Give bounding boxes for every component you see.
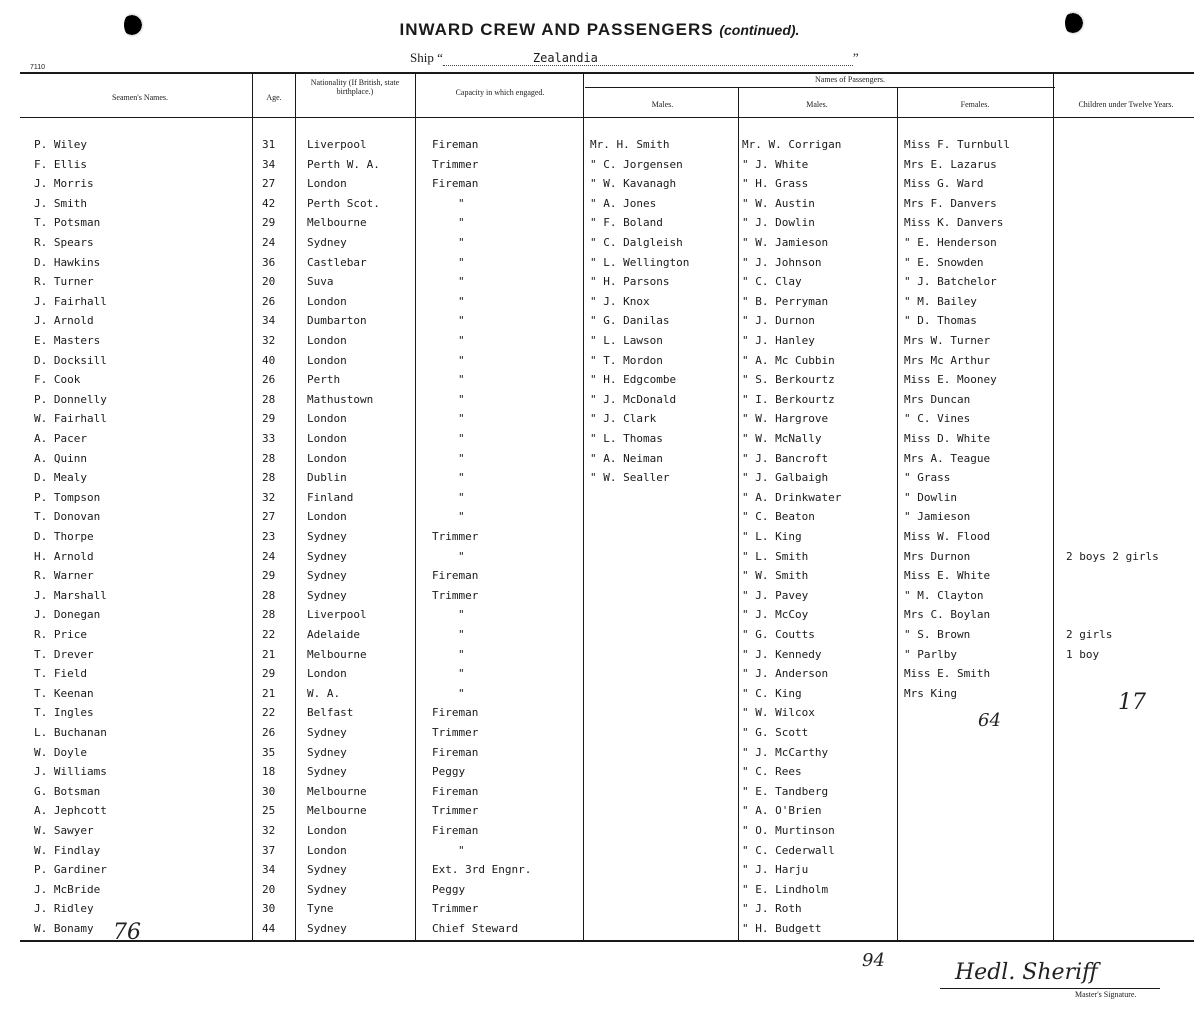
seaman-name: T. Field <box>34 667 87 681</box>
seaman-age: 24 <box>262 549 276 563</box>
table-top-rule <box>20 72 1194 74</box>
seaman-nationality: Castlebar <box>307 255 367 269</box>
passenger-male: " F. Boland <box>590 216 663 230</box>
seaman-age: 35 <box>262 745 276 759</box>
seaman-capacity: " <box>458 412 465 426</box>
signature-text: Hedl. Sheriff <box>955 960 1098 985</box>
col-rule-4 <box>583 72 584 940</box>
header-females: Females. <box>960 100 990 109</box>
passenger-male: " W. Jamieson <box>742 236 829 249</box>
seaman-name: W. Doyle <box>34 745 87 759</box>
header-nationality: Nationality (If British, state birthplace.) <box>310 78 400 96</box>
col-rule-6 <box>897 88 898 940</box>
seaman-nationality: Perth <box>307 373 341 387</box>
passenger-female: Miss K. Danvers <box>904 216 1004 230</box>
seaman-name: W. Findlay <box>34 843 101 857</box>
passenger-male: " J. Johnson <box>742 255 822 269</box>
passenger-male: " A. Mc Cubbin <box>742 353 835 367</box>
col-rule-2 <box>295 72 296 940</box>
seaman-nationality: London <box>307 412 347 426</box>
passenger-male: " W. Hargrove <box>742 412 829 426</box>
title-suffix: (continued). <box>719 22 800 38</box>
seaman-capacity: Fireman <box>432 745 479 759</box>
passenger-male: " W. Kavanagh <box>590 177 677 191</box>
seaman-name: D. Mealy <box>34 471 87 485</box>
passenger-male: " E. Tandberg <box>742 784 829 798</box>
seaman-age: 34 <box>262 863 276 877</box>
seaman-capacity: " <box>458 255 465 269</box>
passenger-male: " C. Clay <box>742 275 802 289</box>
seaman-name: R. Price <box>34 628 87 641</box>
ship-label: Ship “ <box>410 50 443 65</box>
seaman-age: 36 <box>262 255 276 269</box>
seaman-age: 29 <box>262 216 276 230</box>
seaman-nationality: London <box>307 353 347 367</box>
seaman-age: 34 <box>262 157 276 171</box>
seaman-name: T. Keenan <box>34 686 94 700</box>
seaman-name: J. Williams <box>34 765 107 779</box>
seaman-capacity: " <box>458 236 465 249</box>
passenger-female: Mrs A. Teague <box>904 451 991 465</box>
passenger-female: Miss E. Smith <box>904 667 991 681</box>
seaman-nationality: Dumbarton <box>307 314 367 328</box>
passenger-male: " H. Budgett <box>742 922 822 935</box>
passenger-male: " J. Durnon <box>742 314 815 328</box>
seaman-nationality: London <box>307 334 347 347</box>
seaman-capacity: " <box>458 686 465 700</box>
passenger-male: " G. Scott <box>742 726 809 739</box>
seaman-nationality: Suva <box>307 275 334 289</box>
seaman-age: 31 <box>262 138 276 151</box>
seaman-capacity: " <box>458 334 465 347</box>
header-capacity: Capacity in which engaged. <box>455 88 545 97</box>
passenger-male: " E. Lindholm <box>742 882 829 896</box>
seaman-nationality: Tyne <box>307 902 334 916</box>
seaman-name: A. Quinn <box>34 451 87 465</box>
seaman-age: 26 <box>262 373 276 387</box>
signature-label: Master's Signature. <box>1075 990 1137 999</box>
passenger-male: " W. Wilcox <box>742 706 815 720</box>
passenger-male: " C. Beaton <box>742 510 815 524</box>
seaman-capacity: Fireman <box>432 784 479 798</box>
seaman-capacity: Trimmer <box>432 588 479 602</box>
seaman-age: 29 <box>262 667 276 681</box>
header-bottom-rule <box>20 117 1194 118</box>
seaman-age: 22 <box>262 706 276 720</box>
ship-line <box>410 50 859 66</box>
col-rule-3 <box>415 72 416 940</box>
seaman-capacity: " <box>458 216 465 230</box>
passenger-female: " Parlby <box>904 647 957 661</box>
seaman-capacity: " <box>458 451 465 465</box>
seaman-name: P. Donnelly <box>34 392 107 406</box>
seaman-nationality: Sydney <box>307 530 347 543</box>
seaman-nationality: Finland <box>307 490 354 504</box>
passenger-female: Mrs E. Lazarus <box>904 157 997 171</box>
seaman-nationality: Mathustown <box>307 392 374 406</box>
seaman-age: 30 <box>262 784 276 798</box>
seaman-nationality: Melbourne <box>307 784 367 798</box>
seaman-name: P. Gardiner <box>34 863 107 877</box>
seaman-age: 32 <box>262 824 276 837</box>
passenger-female: " J. Batchelor <box>904 275 997 289</box>
handwritten-76: 76 <box>113 920 141 945</box>
seaman-name: F. Ellis <box>34 157 87 171</box>
seaman-nationality: London <box>307 510 347 524</box>
passenger-female: Miss E. White <box>904 569 991 583</box>
passenger-male: " J. White <box>742 157 809 171</box>
seaman-nationality: Perth W. A. <box>307 157 380 171</box>
seaman-age: 20 <box>262 882 276 896</box>
passenger-male: " W. McNally <box>742 432 822 445</box>
seaman-nationality: W. A. <box>307 686 341 700</box>
seaman-nationality: Liverpool <box>307 608 367 622</box>
passenger-male: " C. Rees <box>742 765 802 779</box>
seaman-name: F. Cook <box>34 373 81 387</box>
header-children: Children under Twelve Years. <box>1078 100 1174 109</box>
passenger-male: " J. Galbaigh <box>742 471 829 485</box>
seaman-nationality: Belfast <box>307 706 354 720</box>
seaman-name: W. Sawyer <box>34 824 94 837</box>
passenger-male: " W. Smith <box>742 569 809 583</box>
passenger-male: " O. Murtinson <box>742 824 835 837</box>
passenger-female: " C. Vines <box>904 412 971 426</box>
passenger-male: " C. King <box>742 686 802 700</box>
seaman-name: J. McBride <box>34 882 101 896</box>
seaman-capacity: " <box>458 432 465 445</box>
seaman-age: 34 <box>262 314 276 328</box>
passenger-male: " S. Berkourtz <box>742 373 835 387</box>
passenger-female: Miss F. Turnbull <box>904 138 1010 151</box>
passenger-male: " B. Perryman <box>742 294 829 308</box>
passenger-children: 1 boy <box>1066 647 1100 661</box>
passenger-male: " J. Pavey <box>742 588 809 602</box>
passengers-header-rule <box>585 87 1055 88</box>
seaman-age: 42 <box>262 196 276 210</box>
passenger-male: " H. Edgcombe <box>590 373 677 387</box>
seaman-nationality: London <box>307 667 347 681</box>
seaman-nationality: Sydney <box>307 236 347 249</box>
passenger-male: " J. Clark <box>590 412 657 426</box>
seaman-capacity: Trimmer <box>432 902 479 916</box>
col-rule-7 <box>1053 72 1054 940</box>
passenger-male: " T. Mordon <box>590 353 663 367</box>
seaman-name: W. Bonamy <box>34 922 94 935</box>
seaman-age: 37 <box>262 843 276 857</box>
seaman-name: P. Tompson <box>34 490 101 504</box>
seaman-capacity: Chief Steward <box>432 922 519 935</box>
seaman-name: D. Thorpe <box>34 530 94 543</box>
passenger-male: " J. Kennedy <box>742 647 822 661</box>
seaman-capacity: " <box>458 392 465 406</box>
seaman-name: T. Drever <box>34 647 94 661</box>
passenger-female: Mrs F. Danvers <box>904 196 997 210</box>
seaman-capacity: " <box>458 353 465 367</box>
seaman-capacity: " <box>458 490 465 504</box>
seaman-age: 27 <box>262 510 276 524</box>
seaman-age: 23 <box>262 530 276 543</box>
seaman-capacity: " <box>458 373 465 387</box>
passenger-male: " J. Roth <box>742 902 802 916</box>
col-rule-5 <box>738 88 739 940</box>
seaman-nationality: Melbourne <box>307 804 367 818</box>
passenger-male: " C. Cederwall <box>742 843 835 857</box>
ship-close: ” <box>852 50 859 65</box>
seaman-nationality: Sydney <box>307 588 347 602</box>
seaman-nationality: London <box>307 451 347 465</box>
passenger-male: " L. Thomas <box>590 432 663 445</box>
seaman-name: A. Pacer <box>34 432 87 445</box>
title-text: INWARD CREW AND PASSENGERS <box>399 20 714 39</box>
passenger-female: " D. Thomas <box>904 314 977 328</box>
seaman-capacity: " <box>458 471 465 485</box>
seaman-nationality: London <box>307 177 347 191</box>
seaman-name: E. Masters <box>34 334 101 347</box>
seaman-name: R. Turner <box>34 275 94 289</box>
seaman-capacity: " <box>458 196 465 210</box>
seaman-name: T. Potsman <box>34 216 101 230</box>
header-males-1: Males. <box>651 100 674 109</box>
seaman-name: J. Marshall <box>34 588 107 602</box>
passenger-male: " L. King <box>742 530 802 543</box>
seaman-age: 44 <box>262 922 276 935</box>
passenger-female: " E. Henderson <box>904 236 997 249</box>
seaman-age: 21 <box>262 647 276 661</box>
seaman-name: T. Ingles <box>34 706 94 720</box>
seaman-nationality: Melbourne <box>307 216 367 230</box>
seaman-age: 28 <box>262 588 276 602</box>
passenger-female: " Dowlin <box>904 490 957 504</box>
passenger-male: Mr. W. Corrigan <box>742 138 842 151</box>
seaman-capacity: " <box>458 275 465 289</box>
seaman-name: J. Fairhall <box>34 294 107 308</box>
seaman-nationality: Sydney <box>307 765 347 779</box>
seaman-capacity: Peggy <box>432 882 466 896</box>
seaman-age: 30 <box>262 902 276 916</box>
handwritten-17: 17 <box>1118 690 1146 715</box>
seaman-name: H. Arnold <box>34 549 94 563</box>
seaman-name: J. Morris <box>34 177 94 191</box>
seaman-capacity: Fireman <box>432 138 479 151</box>
seaman-name: R. Spears <box>34 236 94 249</box>
passenger-male: " J. Harju <box>742 863 809 877</box>
passenger-female: " S. Brown <box>904 628 971 641</box>
seaman-age: 29 <box>262 412 276 426</box>
seaman-capacity: Trimmer <box>432 157 479 171</box>
seaman-age: 24 <box>262 236 276 249</box>
passenger-male: " J. McDonald <box>590 392 677 406</box>
col-rule-1 <box>252 72 253 940</box>
seaman-age: 25 <box>262 804 276 818</box>
passenger-male: " G. Coutts <box>742 628 815 641</box>
seaman-nationality: London <box>307 843 347 857</box>
passenger-male: " A. Drinkwater <box>742 490 842 504</box>
handwritten-64: 64 <box>978 710 1001 731</box>
seaman-nationality: Sydney <box>307 922 347 935</box>
passenger-children: 2 boys 2 girls <box>1066 549 1159 563</box>
passenger-female: Miss E. Mooney <box>904 373 997 387</box>
seaman-age: 32 <box>262 490 276 504</box>
seaman-age: 18 <box>262 765 276 779</box>
passenger-male: " C. Dalgleish <box>590 236 683 249</box>
seaman-age: 29 <box>262 569 276 583</box>
passenger-female: " Jamieson <box>904 510 971 524</box>
seaman-name: W. Fairhall <box>34 412 107 426</box>
handwritten-94: 94 <box>862 950 885 971</box>
seaman-capacity: Peggy <box>432 765 466 779</box>
seaman-age: 26 <box>262 294 276 308</box>
seaman-age: 40 <box>262 353 276 367</box>
passenger-male: " J. Dowlin <box>742 216 815 230</box>
page-title <box>0 20 1199 40</box>
signature-rule <box>940 988 1160 989</box>
table-bottom-rule <box>20 940 1194 942</box>
seaman-age: 28 <box>262 608 276 622</box>
form-number: 7110 <box>30 64 46 71</box>
seaman-capacity: Trimmer <box>432 804 479 818</box>
seaman-nationality: Sydney <box>307 863 347 877</box>
passenger-female: Mrs Mc Arthur <box>904 353 991 367</box>
seaman-name: L. Buchanan <box>34 726 107 739</box>
passenger-female: " Grass <box>904 471 951 485</box>
seaman-age: 20 <box>262 275 276 289</box>
passenger-female: Mrs W. Turner <box>904 334 991 347</box>
passenger-male: " J. Hanley <box>742 334 815 347</box>
seaman-nationality: Sydney <box>307 726 347 739</box>
seaman-capacity: " <box>458 294 465 308</box>
seaman-name: G. Botsman <box>34 784 101 798</box>
passenger-female: Miss G. Ward <box>904 177 984 191</box>
passenger-female: " E. Snowden <box>904 255 984 269</box>
seaman-capacity: Trimmer <box>432 530 479 543</box>
header-males-2: Males. <box>806 100 828 109</box>
seaman-capacity: " <box>458 314 465 328</box>
seaman-nationality: Liverpool <box>307 138 367 151</box>
passenger-male: Mr. H. Smith <box>590 138 670 151</box>
passenger-male: " C. Jorgensen <box>590 157 683 171</box>
seaman-name: J. Smith <box>34 196 87 210</box>
seaman-name: A. Jephcott <box>34 804 107 818</box>
passenger-male: " J. Anderson <box>742 667 829 681</box>
seaman-nationality: Sydney <box>307 569 347 583</box>
seaman-capacity: Ext. 3rd Engnr. <box>432 863 532 877</box>
seaman-nationality: London <box>307 824 347 837</box>
passenger-male: " W. Austin <box>742 196 815 210</box>
passenger-female: " M. Clayton <box>904 588 984 602</box>
seaman-capacity: " <box>458 549 465 563</box>
ship-name: Zealandia <box>443 51 853 66</box>
seaman-nationality: Sydney <box>307 549 347 563</box>
header-age: Age. <box>266 93 282 102</box>
seaman-name: R. Warner <box>34 569 94 583</box>
seaman-nationality: Melbourne <box>307 647 367 661</box>
passenger-female: Mrs Durnon <box>904 549 971 563</box>
seaman-name: P. Wiley <box>34 138 87 151</box>
seaman-nationality: Sydney <box>307 745 347 759</box>
passenger-female: " M. Bailey <box>904 294 977 308</box>
seaman-age: 26 <box>262 726 276 739</box>
passenger-male: " H. Grass <box>742 177 809 191</box>
seaman-nationality: Adelaide <box>307 628 360 641</box>
passenger-male: " A. Jones <box>590 196 657 210</box>
seaman-capacity: Fireman <box>432 706 479 720</box>
passenger-male: " J. Knox <box>590 294 650 308</box>
seaman-capacity: Fireman <box>432 824 479 837</box>
passenger-children: 2 girls <box>1066 628 1113 641</box>
passenger-male: " J. McCoy <box>742 608 809 622</box>
passenger-male: " L. Wellington <box>590 255 690 269</box>
seaman-capacity: " <box>458 510 465 524</box>
seaman-name: J. Donegan <box>34 608 101 622</box>
seaman-capacity: Fireman <box>432 177 479 191</box>
master-signature <box>955 960 1098 985</box>
seaman-age: 28 <box>262 392 276 406</box>
seaman-age: 27 <box>262 177 276 191</box>
seaman-name: T. Donovan <box>34 510 101 524</box>
passenger-female: Mrs King <box>904 686 957 700</box>
seaman-age: 28 <box>262 451 276 465</box>
seaman-name: D. Hawkins <box>34 255 101 269</box>
seaman-capacity: " <box>458 843 465 857</box>
seaman-age: 33 <box>262 432 276 445</box>
passenger-male: " L. Smith <box>742 549 809 563</box>
seaman-capacity: Fireman <box>432 569 479 583</box>
seaman-name: J. Ridley <box>34 902 94 916</box>
passenger-male: " H. Parsons <box>590 275 670 289</box>
passenger-male: " L. Lawson <box>590 334 663 347</box>
passenger-male: " W. Sealler <box>590 471 670 485</box>
seaman-nationality: London <box>307 294 347 308</box>
seaman-age: 21 <box>262 686 276 700</box>
passenger-male: " G. Danilas <box>590 314 670 328</box>
passenger-male: " A. Neiman <box>590 451 663 465</box>
passenger-female: Miss D. White <box>904 432 991 445</box>
passenger-female: Mrs C. Boylan <box>904 608 991 622</box>
header-passengers: Names of Passengers. <box>815 75 885 84</box>
seaman-name: D. Docksill <box>34 353 107 367</box>
passenger-male: " I. Berkourtz <box>742 392 835 406</box>
seaman-nationality: London <box>307 432 347 445</box>
passenger-male: " A. O'Brien <box>742 804 822 818</box>
seaman-nationality: Sydney <box>307 882 347 896</box>
seaman-age: 28 <box>262 471 276 485</box>
passenger-female: Miss W. Flood <box>904 530 991 543</box>
seaman-capacity: " <box>458 647 465 661</box>
seaman-capacity: " <box>458 667 465 681</box>
seaman-nationality: Perth Scot. <box>307 196 380 210</box>
passenger-male: " J. Bancroft <box>742 451 829 465</box>
seaman-capacity: Trimmer <box>432 726 479 739</box>
seaman-age: 32 <box>262 334 276 347</box>
passenger-female: Mrs Duncan <box>904 392 971 406</box>
seaman-age: 22 <box>262 628 276 641</box>
seaman-capacity: " <box>458 628 465 641</box>
header-seamen-names: Seamen's Names. <box>111 93 169 102</box>
passenger-male: " J. McCarthy <box>742 745 829 759</box>
seaman-capacity: " <box>458 608 465 622</box>
seaman-name: J. Arnold <box>34 314 94 328</box>
seaman-nationality: Dublin <box>307 471 347 485</box>
